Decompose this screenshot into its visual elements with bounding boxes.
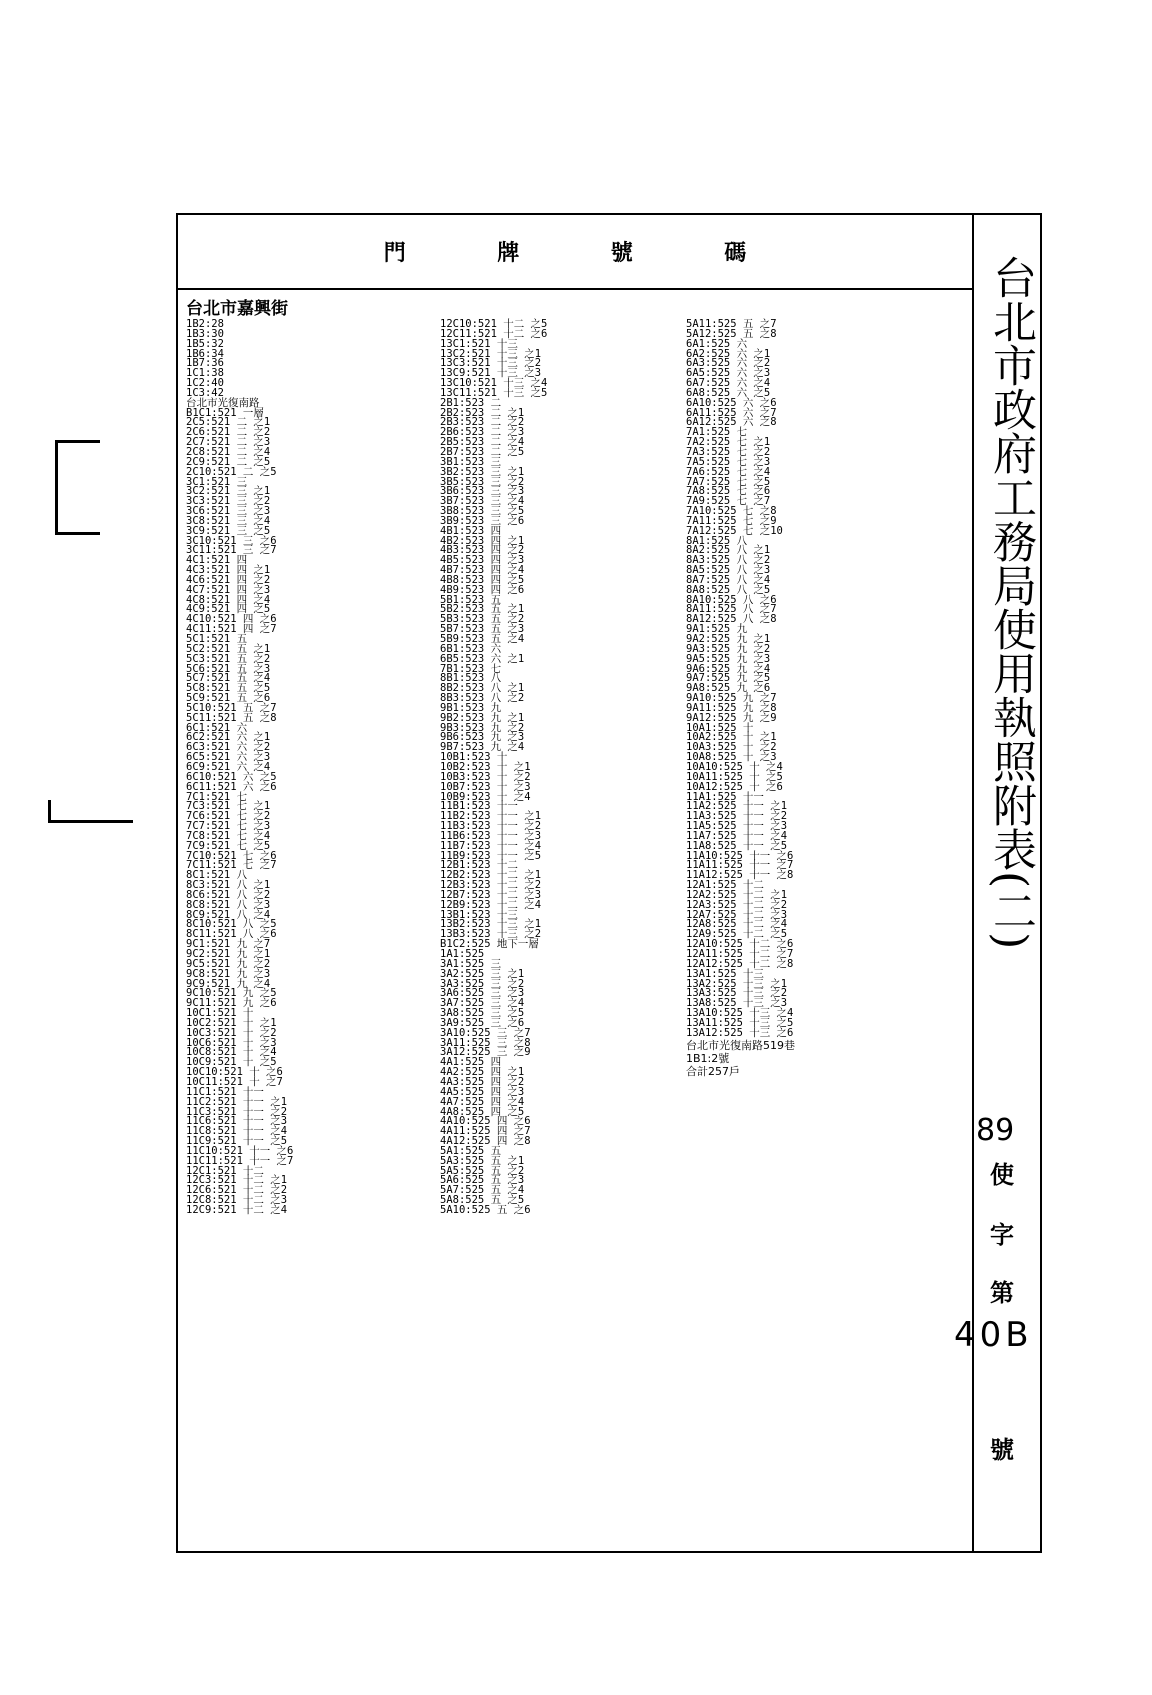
address-row: 6A8:525 六 之5 [686, 386, 771, 399]
address-row: 5C11:521 五 之8 [186, 711, 277, 724]
address-row: 4A3:525 四 之2 [440, 1075, 525, 1088]
address-row: 10A12:525 十 之6 [686, 780, 783, 793]
address-row: 6A12:525 六 之8 [686, 416, 777, 429]
footer-street: 台北市光復南路519巷 [686, 1038, 795, 1052]
address-row: 8C3:521 八 之1 [186, 879, 271, 892]
document-frame [176, 213, 1042, 1553]
address-row: 8C6:521 八 之2 [186, 888, 271, 901]
address-row: 10A11:525 十 之5 [686, 770, 783, 783]
header-col-1: 門 [383, 241, 406, 266]
address-row: 10C6:521 十 之3 [186, 1036, 277, 1049]
address-row: 9B6:523 九 之3 [440, 731, 525, 744]
address-row: 9C1:521 九 之7 [186, 938, 271, 951]
address-row: 12C8:521 十二 之3 [186, 1194, 288, 1207]
address-row: 13B2:523 十三 之1 [440, 918, 542, 931]
address-row: 12C1:521 十二 [186, 1164, 264, 1177]
document-title: 台北市政府工務局使用執照附表(二) [985, 255, 1036, 950]
address-row: 2B5:523 二 之4 [440, 436, 525, 449]
column-3 [686, 320, 795, 1078]
address-row: 12A12:525 十二 之8 [686, 957, 794, 970]
license-char-3: 第 [990, 1279, 1014, 1307]
address-row: 3A12:525 三 之9 [440, 1046, 531, 1059]
address-row: 3C9:521 三 之5 [186, 524, 271, 537]
address-row: 5B3:523 五 之2 [440, 613, 525, 626]
address-row: 12C11:521 十二 之6 [440, 327, 548, 340]
address-row: 3C3:521 三 之2 [186, 495, 271, 508]
address-row: 5C10:521 五 之7 [186, 701, 277, 714]
address-row: 2C5:521 二 之1 [186, 416, 271, 429]
column-1-rows [186, 320, 293, 1216]
table-header [178, 215, 972, 290]
address-row: 5C1:521 五 [186, 633, 248, 645]
address-row: 3A10:525 三 之7 [440, 1026, 531, 1039]
address-row: 2B3:523 二 之2 [440, 416, 525, 429]
address-row: 11A3:525 十一 之2 [686, 810, 788, 823]
address-row: 11A10:525 十一 之6 [686, 849, 794, 862]
address-row: 6A2:525 六 之1 [686, 347, 771, 360]
address-row: 3A11:525 三 之8 [440, 1036, 531, 1049]
address-row: 4A2:525 四 之1 [440, 1066, 525, 1079]
address-row: 13C3:521 十三 之2 [440, 357, 542, 370]
address-row: 13C9:521 十三 之3 [440, 367, 542, 380]
address-row: 6A3:525 六 之2 [686, 357, 771, 370]
address-row: 7A11:525 七 之9 [686, 514, 777, 527]
address-row: 11A12:525 十一 之8 [686, 869, 794, 882]
address-row: 9A7:525 九 之5 [686, 672, 771, 685]
address-row: 5A12:525 五 之8 [686, 327, 777, 340]
address-row: 7A3:525 七 之2 [686, 445, 771, 458]
address-row: 3C6:521 三 之3 [186, 505, 271, 518]
address-row: 10C3:521 十 之2 [186, 1026, 277, 1039]
address-row: 2B1:523 二 [440, 396, 502, 409]
address-row: 13A10:525 十三 之4 [686, 1007, 794, 1020]
address-row: 6C2:521 六 之1 [186, 731, 271, 744]
address-row: 13A8:525 十三 之3 [686, 997, 788, 1010]
address-row: 3A8:525 三 之5 [440, 1007, 525, 1020]
address-row: 6A10:525 六 之6 [686, 396, 777, 409]
address-row: 5A5:525 五 之2 [440, 1164, 525, 1177]
scan-mark [55, 440, 58, 535]
address-row: 4A10:525 四 之6 [440, 1115, 531, 1128]
address-row: 9C2:521 九 之1 [186, 948, 271, 960]
address-row: 7A1:525 七 [686, 426, 748, 439]
address-row: 3B1:523 三 [440, 455, 502, 468]
scan-mark [48, 800, 51, 820]
address-row: 5C2:521 五 之1 [186, 642, 271, 655]
total-households: 合計257戶 [686, 1064, 740, 1078]
address-row: 4A5:525 四 之3 [440, 1085, 525, 1098]
address-row: 1B3:30 [186, 327, 224, 340]
address-row: 7C10:521 七 之6 [186, 849, 277, 862]
address-row: 7A10:525 七 之8 [686, 505, 777, 518]
address-row: 11C2:521 十一 之1 [186, 1095, 288, 1108]
address-row: 6B5:523 六 之1 [440, 652, 525, 665]
address-row: 9B7:523 九 之4 [440, 741, 525, 754]
address-row: 7A9:525 七 之7 [686, 495, 771, 508]
address-row: 5C3:521 五 之2 [186, 652, 271, 665]
address-row: 12A3:525 十二 之2 [686, 898, 788, 911]
address-row: 5B2:523 五 之1 [440, 603, 525, 616]
address-row: 12A10:525 十二 之6 [686, 938, 794, 951]
address-row: 6A1:525 六 [686, 337, 748, 350]
address-row: 9A12:525 九 之9 [686, 711, 777, 724]
address-row: 2B2:523 二 之1 [440, 406, 525, 419]
address-row: 10C11:521 十 之7 [186, 1075, 283, 1088]
address-row: 4C6:521 四 之2 [186, 573, 271, 586]
address-row: 8C11:521 八 之6 [186, 928, 277, 941]
address-row: 3A7:525 三 之4 [440, 997, 525, 1010]
address-row: 5C8:521 五 之5 [186, 682, 271, 695]
address-row: 6A7:525 六 之4 [686, 377, 771, 390]
address-row: 3C10:521 三 之6 [186, 534, 277, 547]
license-char-2: 字 [990, 1221, 1014, 1249]
address-row: 3B9:523 三 之6 [440, 514, 525, 527]
address-row: 8C9:521 八 之4 [186, 908, 271, 921]
address-row: 10C8:521 十 之4 [186, 1046, 277, 1059]
address-row: 2C9:521 二 之5 [186, 455, 271, 468]
address-row: 8A5:525 八 之3 [686, 564, 771, 577]
address-row: 8A11:525 八 之7 [686, 603, 777, 616]
address-row: 12A11:525 十二 之7 [686, 948, 794, 960]
address-table-body [178, 290, 972, 1550]
address-row: 5B9:523 五 之4 [440, 633, 525, 645]
header-col-2: 牌 [497, 241, 520, 266]
address-row: 9A11:525 九 之8 [686, 701, 777, 714]
address-row: 11B7:523 十一 之4 [440, 839, 542, 852]
scan-mark [55, 532, 100, 535]
address-row: 10C10:521 十 之6 [186, 1066, 283, 1079]
address-row: B1C1:521 一層 [186, 406, 264, 419]
address-row: 4C9:521 四 之5 [186, 603, 271, 616]
address-row: 1C3:42 [186, 386, 224, 399]
address-row: 8A12:525 八 之8 [686, 613, 777, 626]
address-row: 13A1:525 十三 [686, 967, 764, 980]
address-row: 12A2:525 十二 之1 [686, 888, 788, 901]
address-row: 9C9:521 九 之4 [186, 977, 271, 990]
address-row: 6C10:521 六 之5 [186, 770, 277, 783]
address-row: 5A11:525 五 之7 [686, 318, 777, 330]
address-row: 5A1:525 五 [440, 1144, 502, 1157]
address-row: 11C1:521 十一 [186, 1085, 264, 1098]
address-row: 10B2:523 十 之1 [440, 760, 531, 773]
address-row: 1B5:32 [186, 337, 224, 350]
address-row: 11B9:523 十一 之5 [440, 849, 542, 862]
address-row: 11C6:521 十一 之3 [186, 1115, 288, 1128]
address-row: 2B6:523 二 之3 [440, 426, 525, 439]
address-row: 4B2:523 四 之1 [440, 534, 525, 547]
address-row: 11C10:521 十一 之6 [186, 1144, 294, 1157]
address-row: 12B3:523 十二 之2 [440, 879, 542, 892]
license-char-1: 使 [990, 1161, 1014, 1189]
address-row: 4A11:525 四 之7 [440, 1125, 531, 1138]
column-2 [440, 320, 547, 1216]
address-row: 9A10:525 九 之7 [686, 692, 777, 705]
address-row: 7C6:521 七 之2 [186, 810, 271, 823]
address-row: 9A5:525 九 之3 [686, 652, 771, 665]
address-row: 10A10:525 十 之4 [686, 760, 783, 773]
address-row: 4C1:521 四 [186, 554, 248, 567]
address-row: 10C1:521 十 [186, 1007, 254, 1020]
address-row: 9B2:523 九 之1 [440, 711, 525, 724]
address-row: 4B1:523 四 [440, 524, 502, 537]
address-row: 5A8:525 五 之5 [440, 1194, 525, 1207]
address-row: 11A7:525 十一 之4 [686, 829, 788, 842]
address-row: 9A1:525 九 [686, 623, 748, 636]
address-row: 11A8:525 十一 之5 [686, 839, 788, 852]
address-row: 11A1:525 十一 [686, 790, 764, 803]
address-row: 9B1:523 九 [440, 701, 502, 714]
license-year: 89 [976, 1113, 1015, 1148]
address-row: 4B3:523 四 之2 [440, 544, 525, 557]
address-row: 11C11:521 十一 之7 [186, 1154, 294, 1167]
address-row: 10C9:521 十 之5 [186, 1056, 277, 1069]
address-row: 9A8:525 九 之6 [686, 682, 771, 695]
address-row: 2C6:521 二 之2 [186, 426, 271, 439]
address-row: 1C1:38 [186, 367, 224, 380]
address-row: 6C5:521 六 之3 [186, 751, 271, 764]
address-row: 8A1:525 八 [686, 534, 748, 547]
address-row: 5A3:525 五 之1 [440, 1154, 525, 1167]
address-row: 11B6:523 十一 之3 [440, 829, 542, 842]
address-row: 8A8:525 八 之5 [686, 583, 771, 596]
address-row: 3A9:525 三 之6 [440, 1016, 525, 1029]
address-row: 10A8:525 十 之3 [686, 751, 777, 764]
column-1 [186, 298, 293, 1216]
address-row: 3C11:521 三 之7 [186, 544, 277, 557]
address-row: 12B1:523 十二 [440, 859, 518, 872]
address-row: 12A1:525 十二 [686, 879, 764, 892]
license-char-4: 號 [990, 1436, 1014, 1464]
address-row: 4B7:523 四 之4 [440, 564, 525, 577]
address-row: 6C9:521 六 之4 [186, 760, 271, 773]
address-row: 3C1:521 三 [186, 475, 248, 488]
address-row: 7A8:525 七 之6 [686, 485, 771, 498]
address-row: 10B7:523 十 之3 [440, 780, 531, 793]
address-row: 3B5:523 三 之2 [440, 475, 525, 488]
address-row: 13A12:525 十三 之6 [686, 1026, 794, 1039]
address-row: 10B3:523 十 之2 [440, 770, 531, 783]
address-row: 8A7:525 八 之4 [686, 573, 771, 586]
address-row: 12A9:525 十二 之5 [686, 928, 788, 941]
address-row: 2C7:521 二 之3 [186, 436, 271, 449]
address-row: 7B1:523 七 [440, 662, 502, 675]
address-row: 8A10:525 八 之6 [686, 593, 777, 606]
address-row: 2C10:521 二 之5 [186, 465, 277, 478]
address-row: 1B2:28 [186, 318, 224, 330]
footer-address: 1B1:2號 [686, 1051, 730, 1065]
address-row: 12B2:523 十二 之1 [440, 869, 542, 882]
address-row: 7A2:525 七 之1 [686, 436, 771, 449]
address-row: 11B2:523 十一 之1 [440, 810, 542, 823]
address-row: 7A12:525 七 之10 [686, 524, 783, 537]
address-row: 4C7:521 四 之3 [186, 583, 271, 596]
address-row: 6A5:525 六 之3 [686, 367, 771, 380]
address-row: 8C8:521 八 之3 [186, 898, 271, 911]
address-row: 8C1:521 八 [186, 869, 248, 882]
address-row: 13A3:525 十三 之2 [686, 987, 788, 1000]
header-col-4: 碼 [724, 241, 747, 266]
address-row: 13B1:523 十三 [440, 908, 518, 921]
street-name: 台北市嘉興街 [186, 299, 288, 319]
address-row: 11A11:525 十一 之7 [686, 859, 794, 872]
address-row: 5B1:523 五 [440, 593, 502, 606]
address-row: 10A2:525 十 之1 [686, 731, 777, 744]
address-row: 9A3:525 九 之2 [686, 642, 771, 655]
address-row: 12B7:523 十二 之3 [440, 888, 542, 901]
address-row: 10A3:525 十 之2 [686, 741, 777, 754]
column-2-rows [440, 320, 547, 1216]
address-row: 13C1:521 十三 [440, 337, 518, 350]
address-row: 7C9:521 七 之5 [186, 839, 271, 852]
address-row: 6C1:521 六 [186, 721, 248, 734]
address-row: 4C3:521 四 之1 [186, 564, 271, 577]
address-row: 4C11:521 四 之7 [186, 623, 277, 636]
address-row: 4A1:525 四 [440, 1056, 502, 1069]
address-row: 12A8:525 十二 之4 [686, 918, 788, 931]
address-row: 5B7:523 五 之3 [440, 623, 525, 636]
address-row: B1C2:525 地下一層 [440, 938, 539, 951]
scan-mark [55, 440, 100, 443]
address-row: 1A1:525 [440, 948, 485, 960]
address-row: 12C3:521 十二 之1 [186, 1174, 288, 1187]
address-row: 9B3:523 九 之2 [440, 721, 525, 734]
address-row: 13C10:521 十三 之4 [440, 377, 548, 390]
address-row: 10A1:525 十 [686, 721, 754, 734]
scan-mark [48, 820, 133, 823]
address-row: 6C3:521 六 之2 [186, 741, 271, 754]
address-row: 2B7:523 二 之5 [440, 445, 525, 458]
address-row: 4C8:521 四 之4 [186, 593, 271, 606]
address-row: 10B1:523 十 [440, 751, 508, 764]
address-row: 1B6:34 [186, 347, 224, 360]
address-row: 4A7:525 四 之4 [440, 1095, 525, 1108]
address-row: 7C1:521 七 [186, 790, 248, 803]
address-row: 4B8:523 四 之5 [440, 573, 525, 586]
address-row: 10B9:523 十 之4 [440, 790, 531, 803]
address-row: 7C7:521 七 之3 [186, 820, 271, 833]
address-row: 4A8:525 四 之5 [440, 1105, 525, 1118]
license-number: 40B [954, 1315, 1033, 1355]
address-row: 7C3:521 七 之1 [186, 800, 271, 813]
address-row: 3A1:525 三 [440, 957, 502, 970]
address-row: 10C2:521 十 之1 [186, 1016, 277, 1029]
address-row: 5A6:525 五 之3 [440, 1174, 525, 1187]
address-row: 4C10:521 四 之6 [186, 613, 277, 626]
address-row: 9C10:521 九 之5 [186, 987, 277, 1000]
address-row: 9A2:525 九 之1 [686, 633, 771, 645]
address-row: 11B1:523 十一 [440, 800, 518, 813]
address-row: 8C10:521 八 之5 [186, 918, 277, 931]
address-row: 4B5:523 四 之3 [440, 554, 525, 567]
address-row: 9C8:521 九 之3 [186, 967, 271, 980]
address-row: 11C8:521 十一 之4 [186, 1125, 288, 1138]
address-row: 8B3:523 八 之2 [440, 692, 525, 705]
address-row: 13A11:525 十三 之5 [686, 1016, 794, 1029]
address-row: 12C9:521 十二 之4 [186, 1203, 288, 1216]
address-row: 11C9:521 十一 之5 [186, 1135, 288, 1148]
address-row: 12A7:525 十二 之3 [686, 908, 788, 921]
address-row: 5A7:525 五 之4 [440, 1184, 525, 1197]
address-row: 7C11:521 七 之7 [186, 859, 277, 872]
address-row: 11C3:521 十一 之2 [186, 1105, 288, 1118]
address-row: 3B2:523 三 之1 [440, 465, 525, 478]
address-row: 8A2:525 八 之1 [686, 544, 771, 557]
address-row: 8B2:523 八 之1 [440, 682, 525, 695]
address-row: 8A3:525 八 之2 [686, 554, 771, 567]
address-row: 5C7:521 五 之4 [186, 672, 271, 685]
address-row: 12C6:521 十二 之2 [186, 1184, 288, 1197]
address-row: 1B7:36 [186, 357, 224, 370]
address-row: 5C9:521 五 之6 [186, 692, 271, 705]
address-row: 3B6:523 三 之3 [440, 485, 525, 498]
address-row: 4A12:525 四 之8 [440, 1135, 531, 1148]
address-row: 1C2:40 [186, 377, 224, 390]
address-row: 7A6:525 七 之4 [686, 465, 771, 478]
address-row: 5C6:521 五 之3 [186, 662, 271, 675]
address-row: 3A6:525 三 之3 [440, 987, 525, 1000]
address-row: 3C2:521 三 之1 [186, 485, 271, 498]
address-row: 9C11:521 九 之6 [186, 997, 277, 1010]
address-row: 8B1:523 八 [440, 672, 502, 685]
address-row: 7A5:525 七 之3 [686, 455, 771, 468]
sidebar [954, 215, 1042, 1551]
address-row: 12C10:521 十二 之5 [440, 318, 548, 330]
address-row: 13C11:521 十三 之5 [440, 386, 548, 399]
address-row: 3C8:521 三 之4 [186, 514, 271, 527]
address-row: 3A2:525 三 之1 [440, 967, 525, 980]
address-row: 11A2:525 十一 之1 [686, 800, 788, 813]
address-row: 6C11:521 六 之6 [186, 780, 277, 793]
address-row: 7A7:525 七 之5 [686, 475, 771, 488]
address-row: 13C2:521 十三 之1 [440, 347, 542, 360]
address-row: 12B9:523 十二 之4 [440, 898, 542, 911]
header-col-3: 號 [610, 241, 633, 266]
address-row: 13A2:525 十三 之1 [686, 977, 788, 990]
address-row: 7C8:521 七 之4 [186, 829, 271, 842]
address-row: 13B3:523 十三 之2 [440, 928, 542, 941]
address-row: 11A5:525 十一 之3 [686, 820, 788, 833]
address-row: 2C8:521 二 之4 [186, 445, 271, 458]
address-row: 台北市光復南路 [186, 396, 260, 409]
address-row: 11B3:523 十一 之2 [440, 820, 542, 833]
address-row: 6A11:525 六 之7 [686, 406, 777, 419]
column-3-rows [686, 320, 795, 1039]
address-row: 6B1:523 六 [440, 642, 502, 655]
address-row: 3A3:525 三 之2 [440, 977, 525, 990]
address-row: 5A10:525 五 之6 [440, 1203, 531, 1216]
address-row: 3B7:523 三 之4 [440, 495, 525, 508]
address-row: 4B9:523 四 之6 [440, 583, 525, 596]
address-row: 9A6:525 九 之4 [686, 662, 771, 675]
address-row: 9C5:521 九 之2 [186, 957, 271, 970]
address-row: 3B8:523 三 之5 [440, 505, 525, 518]
